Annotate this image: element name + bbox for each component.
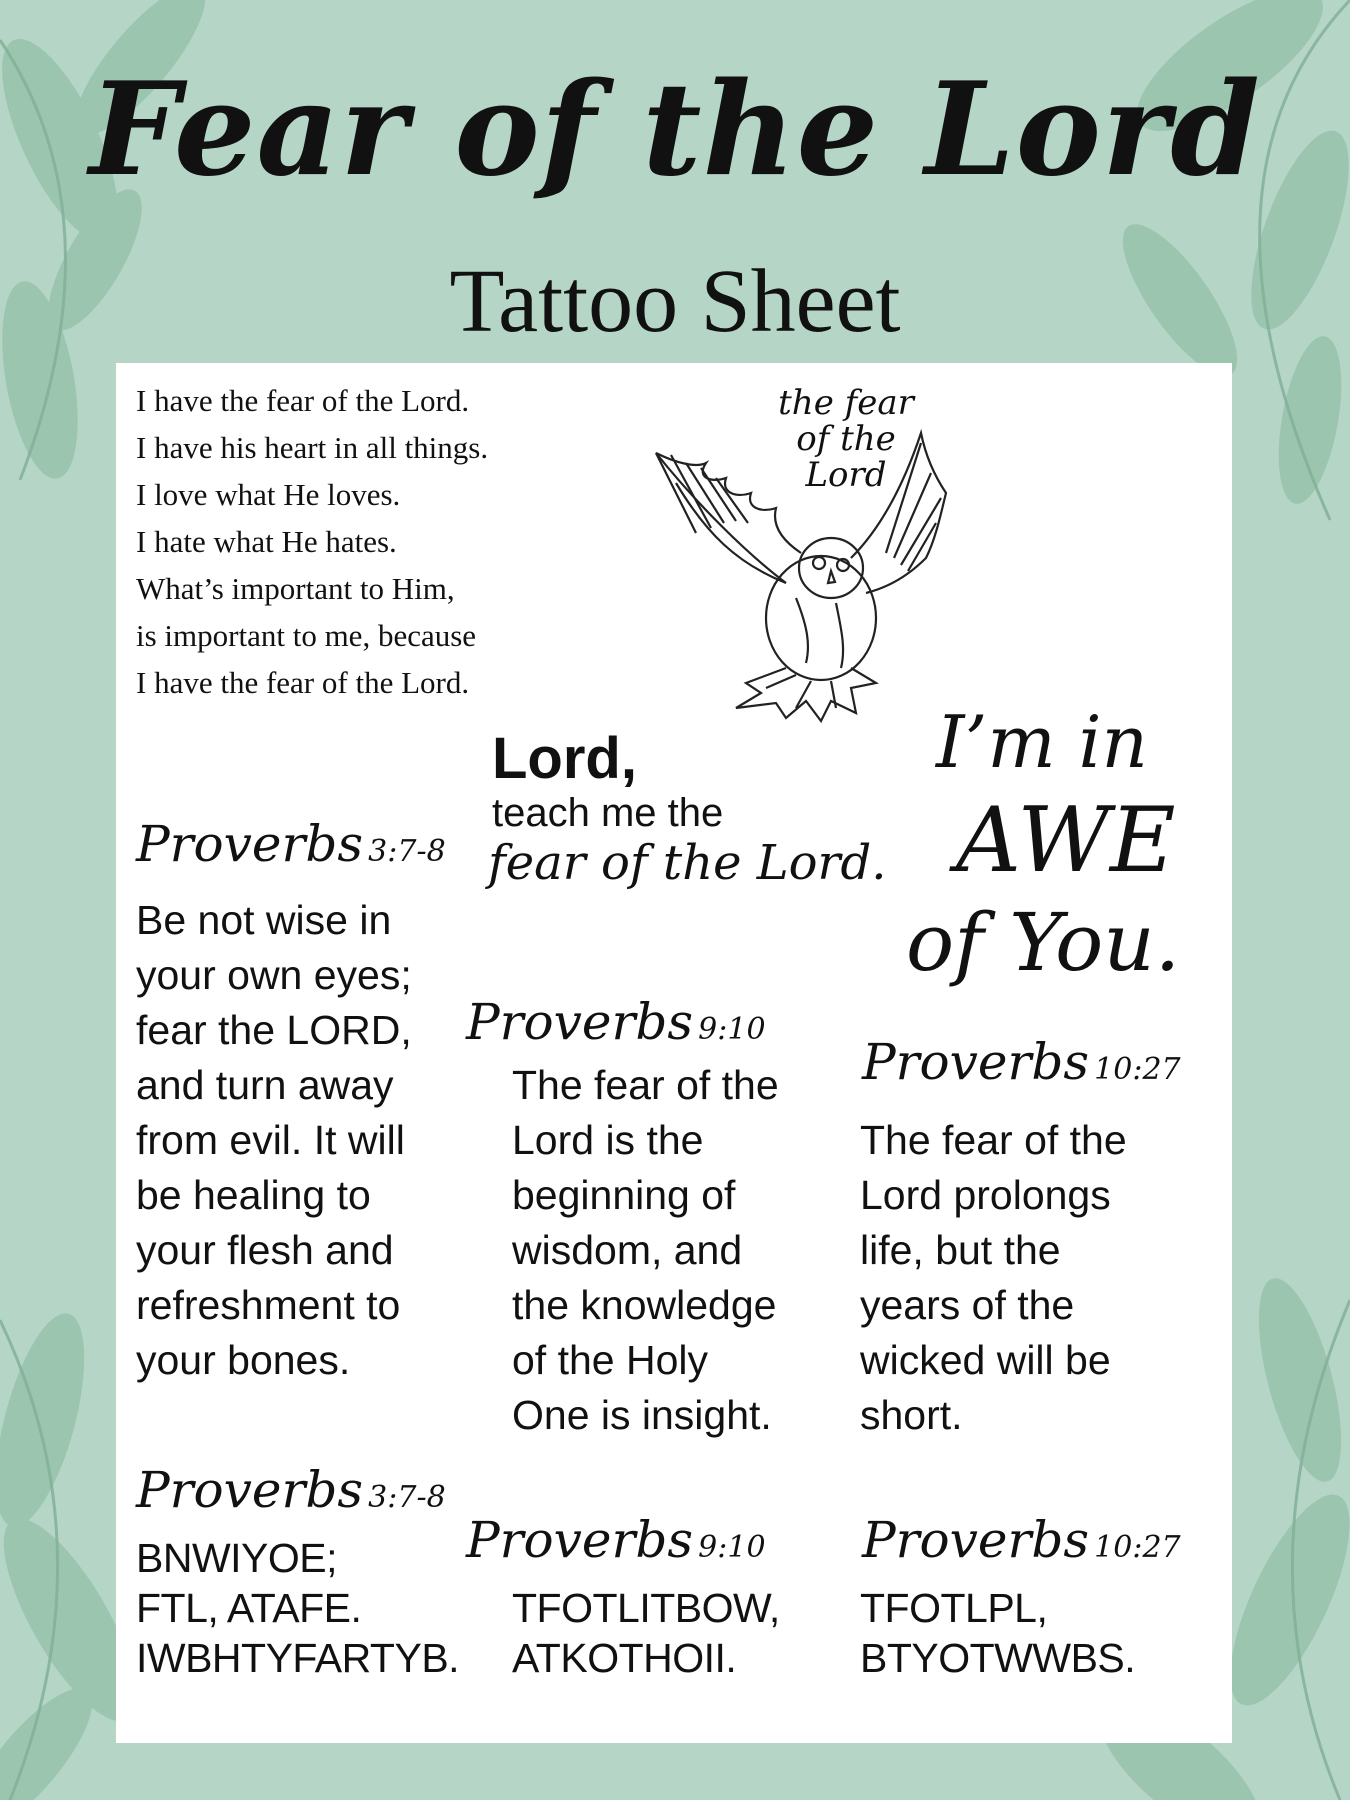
affirmation-line: I hate what He hates. [136, 524, 397, 559]
verse-text [860, 1113, 1127, 1443]
awe-tattoo [896, 695, 1216, 993]
owl-text-line: the fear [778, 383, 914, 423]
verse-line: beginning of [512, 1172, 736, 1218]
abbr-reference [466, 1511, 766, 1569]
abbr-ref: 3:7-8 [368, 1480, 446, 1515]
verse-ref: 3:7-8 [368, 834, 446, 869]
verse-book: Proverbs [862, 1033, 1090, 1091]
verse-line: The fear of the [860, 1117, 1127, 1163]
abbr-line: IWBHTYFARTYB. [136, 1635, 460, 1681]
verse-line: One is insight. [512, 1392, 772, 1438]
abbr-text [512, 1583, 780, 1683]
verse-text [512, 1058, 779, 1443]
verse-book: Proverbs [136, 815, 364, 873]
abbr-text [136, 1533, 459, 1683]
verse-reference [466, 993, 766, 1051]
abbr-line: ATKOTHOII. [512, 1635, 737, 1681]
verse-line: years of the [860, 1282, 1075, 1328]
verse-line: short. [860, 1392, 963, 1438]
abbr-book: Proverbs [136, 1461, 364, 1519]
abbr-book: Proverbs [862, 1511, 1090, 1569]
verse-line: Lord is the [512, 1117, 704, 1163]
affirmation-line: What’s important to Him, [136, 571, 455, 606]
verse-line: your bones. [136, 1337, 351, 1383]
page-title: Fear of the Lord [89, 55, 1261, 205]
verse-line: wisdom, and [512, 1227, 743, 1273]
affirmation-tattoo [136, 377, 596, 706]
verse-line: Lord prolongs [860, 1172, 1111, 1218]
verse-line: your own eyes; [136, 952, 412, 998]
verse-line: your flesh and [136, 1227, 394, 1273]
owl-text-line: of the [796, 419, 896, 459]
tattoo-sheet [116, 363, 1232, 1743]
abbr-reference [136, 1461, 446, 1519]
verse-line: and turn away [136, 1062, 394, 1108]
verse-text [136, 893, 412, 1388]
abbr-line: TFOTLITBOW, [512, 1585, 780, 1631]
owl-tattoo-text [766, 385, 926, 493]
abbr-reference [862, 1511, 1181, 1569]
verse-line: The fear of the [512, 1062, 779, 1108]
abbr-ref: 10:27 [1094, 1530, 1181, 1565]
verse-line: the knowledge [512, 1282, 777, 1328]
teach-tattoo-line1: Lord, [492, 726, 637, 791]
teach-tattoo-line3: fear of the Lord. [488, 835, 887, 891]
awe-line3: of You. [906, 896, 1181, 989]
verse-line: from evil. It will [136, 1117, 405, 1163]
verse-line: of the Holy [512, 1337, 708, 1383]
verse-line: fear the LORD, [136, 1007, 412, 1053]
verse-line: Be not wise in [136, 897, 392, 943]
abbr-book: Proverbs [466, 1511, 694, 1569]
verse-line: be healing to [136, 1172, 371, 1218]
teach-tattoo-line2: teach me the [492, 791, 724, 835]
affirmation-line: I love what He loves. [136, 477, 401, 512]
abbr-line: TFOTLPL, [860, 1585, 1048, 1631]
affirmation-line: is important to me, because [136, 618, 477, 653]
abbr-line: BNWIYOE; [136, 1535, 338, 1581]
verse-line: wicked will be [860, 1337, 1111, 1383]
affirmation-line: I have his heart in all things. [136, 430, 489, 465]
abbr-text [860, 1583, 1135, 1683]
abbr-line: BTYOTWWBS. [860, 1635, 1136, 1681]
verse-line: life, but the [860, 1227, 1061, 1273]
abbr-line: FTL, ATAFE. [136, 1585, 362, 1631]
verse-ref: 9:10 [698, 1012, 766, 1047]
owl-text-line: Lord [805, 455, 887, 495]
affirmation-line: I have the fear of the Lord. [136, 665, 470, 700]
awe-line1: I’m in [936, 700, 1148, 784]
verse-ref: 10:27 [1094, 1052, 1181, 1087]
abbr-ref: 9:10 [698, 1530, 766, 1565]
verse-line: refreshment to [136, 1282, 401, 1328]
verse-book: Proverbs [466, 993, 694, 1051]
affirmation-line: I have the fear of the Lord. [136, 383, 470, 418]
awe-line2: AWE [956, 788, 1176, 893]
verse-reference [136, 815, 446, 873]
verse-reference [862, 1033, 1181, 1091]
page-subtitle: Tattoo Sheet [449, 252, 901, 351]
